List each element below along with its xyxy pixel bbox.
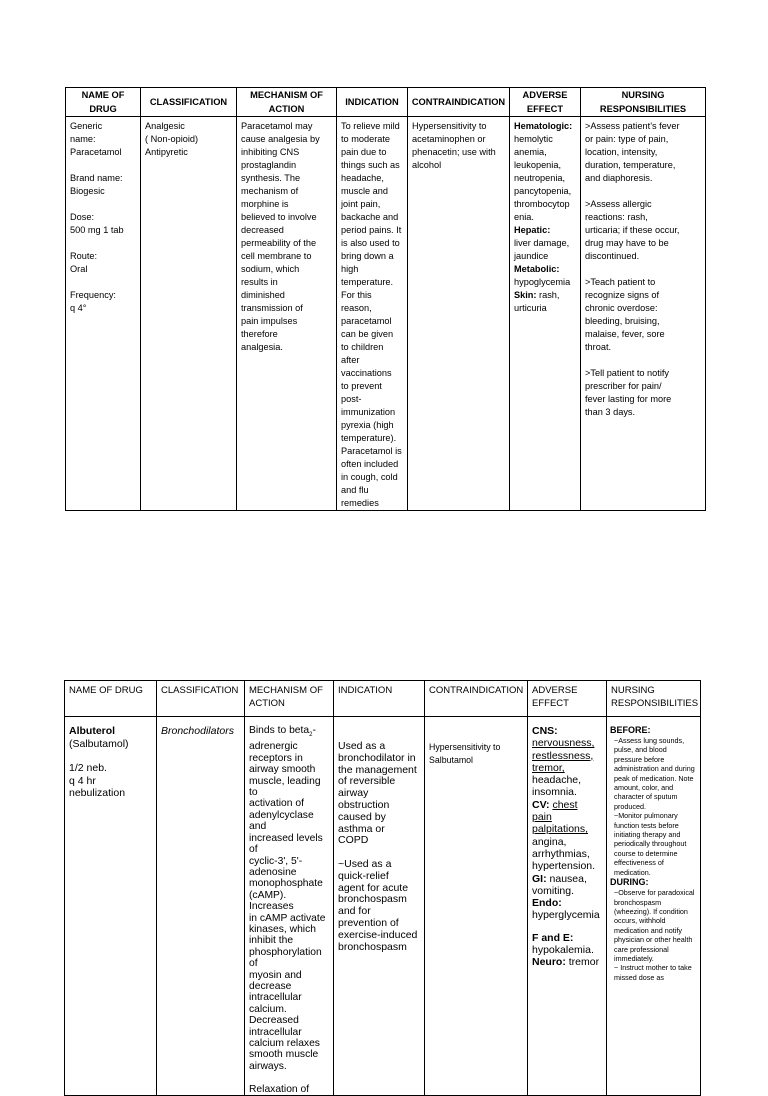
label-fe: F and E: [532,931,574,944]
table-row [65,717,701,1096]
label-hepatic: Hepatic: [514,225,551,235]
header-adverse-effect: ADVERSE EFFECT [510,88,581,117]
label-skin: Skin: [514,290,537,300]
text-hematologic: hemolytic anemia, leukopenia, neutropenia, pancytopenia, thrombocytop enia. [514,134,572,222]
adverse-endo [532,897,602,922]
drug-route: nebulization [69,787,126,799]
endo-text: hyperglycemia [532,909,600,922]
header-contraindication: CONTRAINDICATION [425,681,528,717]
adverse-fe [532,932,602,957]
cell-drug-name [65,717,157,1096]
adverse-gi [532,873,602,898]
gi-text: nausea, vomiting. [532,872,587,897]
table-row [66,117,706,511]
cell-adverse-effect [510,117,581,511]
label-gi: GI: [532,872,547,885]
header-mechanism: MECHANISM OF ACTION [245,681,334,717]
nursing-during-2: ~ Instruct mother to take missed dose as [614,963,692,982]
cell-nursing: >Assess patient’s fever or pain: type of pain, location, intensity, duration, temperature, and diaphoresis. >Assess allergic reactions: rash, urticaria; if these occur, drug may have to be discontinued. >Teach patient to recognize signs of chronic overdose: bleeding, bruising, malaise, fever, sore throat. >Tell patient to notify prescriber for pain/ fever lasting for more than 3 days. [581,117,706,511]
adverse-cv [532,799,602,873]
header-classification: CLASSIFICATION [157,681,245,717]
cv-palpitations: palpitations, [532,823,589,836]
cns-nervousness: nervousness, [532,737,595,750]
drug-frequency: q 4 hr [69,774,96,787]
cv-rest: angina, arrhythmias, hypertension. [532,835,596,873]
drug-table-paracetamol [65,87,706,511]
header-contraindication: CONTRAINDICATION [408,88,510,117]
header-indication: INDICATION [334,681,425,717]
cell-mechanism [245,717,334,1096]
text-skin: rash, urticuria [514,290,560,313]
mechanism-text-start: Binds to beta [249,725,310,736]
cell-mechanism: Paracetamol may cause analgesia by inhibiting CNS prostaglandin synthesis. The mechanism of morphine is believed to involve decreased permeability of the cell membrane to sodium, which results in diminished transmission of pain impulses therefore analgesia. [237,117,337,511]
nursing-before-2: ~Monitor pulmonary function tests before initiating therapy and periodically throughout course to determine effectiveness of medication. [614,811,687,877]
nursing-before-heading: BEFORE: [610,725,651,735]
adverse-cns [532,725,602,799]
fe-text: hypokalemia. [532,944,594,957]
cv-pain: pain [532,811,552,824]
cell-indication: Used as a bronchodilator in the management of reversible airway obstruction caused by asthma or COPD ~Used as a quick-relief agent for acute bronchospasm and for prevention of exercise-induced bronchospasm [334,717,425,1096]
drug-generic: (Salbutamol) [69,737,129,750]
cell-nursing [607,717,701,1096]
cell-indication: To relieve mild to moderate pain due to things such as headache, muscle and joint pain, backache and period pains. It is also used to bring down a high temperature. For this reason, paracetamol can be given to children after vaccinations to prevent post- immunization pyrexia (high temperature). Paracetamol is often included in cough, cold and flu remedies [337,117,408,511]
cell-contraindication: Hypersensitivity to acetaminophen or phenacetin; use with alcohol [408,117,510,511]
mechanism-text-rest: - adrenergic receptors in airway smooth muscle, leading to activation of adenylcyclase and increased levels of cyclic-3', 5'- adenosine monophosphate (cAMP). Increases in cAMP activate kinases, which inhibit the phosphorylation of myosin and decrease intracellular calcium. Decreased intracellular calcium relaxes smooth muscle airways. Relaxation of [249,725,326,1095]
label-neuro: Neuro: [532,956,566,969]
cns-tremor: tremor, [532,761,565,774]
drug-dose: 1/2 neb. [69,762,107,774]
label-metabolic: Metabolic: [514,264,560,274]
cell-contraindication: Hypersensitivity to Salbutamol [425,717,528,1096]
cell-adverse-effect [528,717,607,1096]
header-nursing: NURSING RESPONSIBILITIES [607,681,701,717]
label-cns: CNS: [532,725,558,737]
nursing-before-1: ~Assess lung sounds, pulse, and blood pressure before administration and during peak of medication. Note amount, color, and character of sputum produced. [614,736,695,811]
header-indication: INDICATION [337,88,408,117]
nursing-during-heading: DURING: [610,877,649,888]
text-hepatic: liver damage, jaundice [514,238,570,261]
mechanism-subscript: 2 [309,732,313,739]
label-endo: Endo: [532,897,562,910]
table-header-row [65,681,701,717]
adverse-neuro [532,956,602,968]
cell-classification: Bronchodilators [157,717,245,1096]
header-name-of-drug: NAME OF DRUG [65,681,157,717]
cell-drug-name: Generic name: Paracetamol Brand name: Biogesic Dose: 500 mg 1 tab Route: Oral Frequency: q 4° [66,117,141,511]
header-mechanism: MECHANISM OF ACTION [237,88,337,117]
cell-classification: Analgesic ( Non-opioid) Antipyretic [141,117,237,511]
text-metabolic: hypoglycemia [514,277,571,287]
header-adverse-effect: ADVERSE EFFECT [528,681,607,717]
drug-table-albuterol [64,680,701,1096]
header-nursing: NURSING RESPONSIBILITIES [581,88,706,117]
nursing-during-1: ~Observe for paradoxical bronchospasm (wheezing). If condition occurs, withhold medication and notify physician or other health care professional immediately. [614,888,695,963]
header-classification: CLASSIFICATION [141,88,237,117]
drug-name: Albuterol [69,725,116,737]
cv-chest: chest [552,798,578,811]
cns-restlessness: restlessness, [532,749,594,762]
header-name-of-drug: NAME OF DRUG [66,88,141,117]
table-header-row [66,88,706,117]
label-hematologic: Hematologic: [514,121,573,131]
neuro-text: tremor [565,956,600,969]
label-cv: CV: [532,798,550,811]
cns-rest: headache, insomnia. [532,774,582,799]
